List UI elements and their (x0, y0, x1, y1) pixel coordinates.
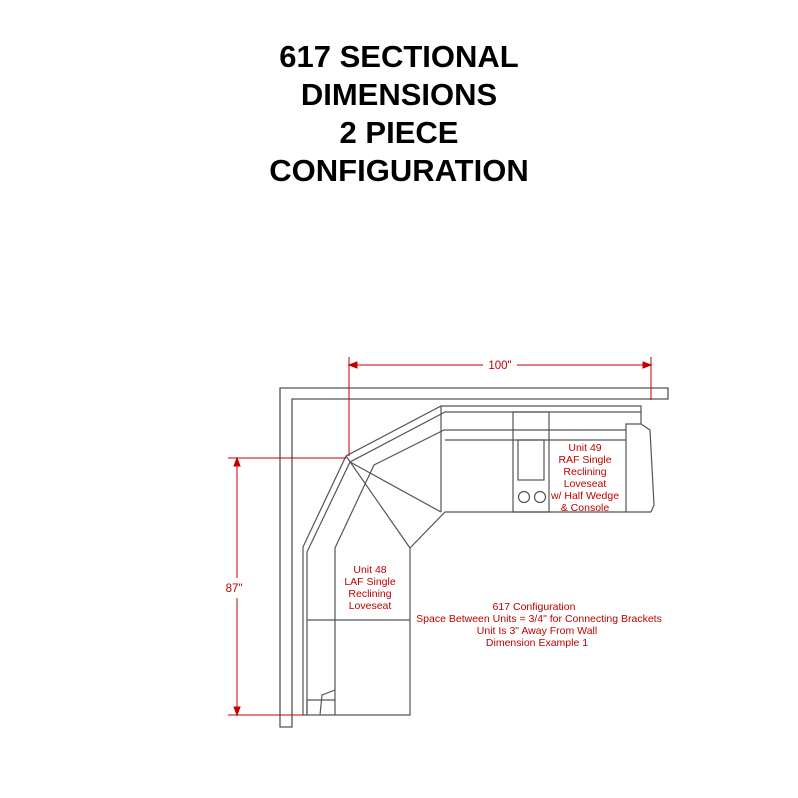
console-tray (518, 440, 544, 480)
unit-48-label (344, 564, 396, 612)
unit49-line2: RAF Single (558, 454, 612, 466)
configuration-notes (416, 601, 662, 649)
unit-49-label (550, 442, 619, 514)
notes-line2: Space Between Units = 3/4" for Connecting Brackets (416, 613, 662, 625)
title-line-3: 2 PIECE (339, 115, 459, 150)
unit48-line1: Unit 48 (353, 564, 387, 576)
left-arm (307, 690, 335, 715)
cupholder-1 (519, 492, 530, 503)
unit48-line3: Reclining (348, 588, 392, 600)
unit49-line4: Loveseat (563, 478, 607, 490)
title-line-2: DIMENSIONS (300, 77, 498, 112)
depth-label: 87" (225, 583, 243, 595)
unit49-line5: w/ Half Wedge (550, 490, 620, 502)
unit49-line3: Reclining (563, 466, 607, 478)
unit48-line4: Loveseat (348, 600, 392, 612)
width-label: 100" (488, 360, 512, 372)
title-line-1: 617 SECTIONAL (279, 39, 519, 74)
depth-dimension (225, 458, 346, 715)
right-arm (626, 412, 654, 512)
notes-line3: Unit Is 3" Away From Wall (476, 625, 598, 637)
cupholder-2 (535, 492, 546, 503)
unit49-line6: & Console (560, 502, 610, 514)
title-line-4: CONFIGURATION (269, 153, 529, 188)
notes-line1: 617 Configuration (492, 601, 576, 613)
wall-outer (280, 388, 668, 727)
walls (280, 388, 668, 727)
wedge-line-1 (346, 456, 410, 548)
notes-line4: Dimension Example 1 (485, 637, 589, 649)
unit49-line1: Unit 49 (568, 442, 602, 454)
unit48-line2: LAF Single (344, 576, 396, 588)
